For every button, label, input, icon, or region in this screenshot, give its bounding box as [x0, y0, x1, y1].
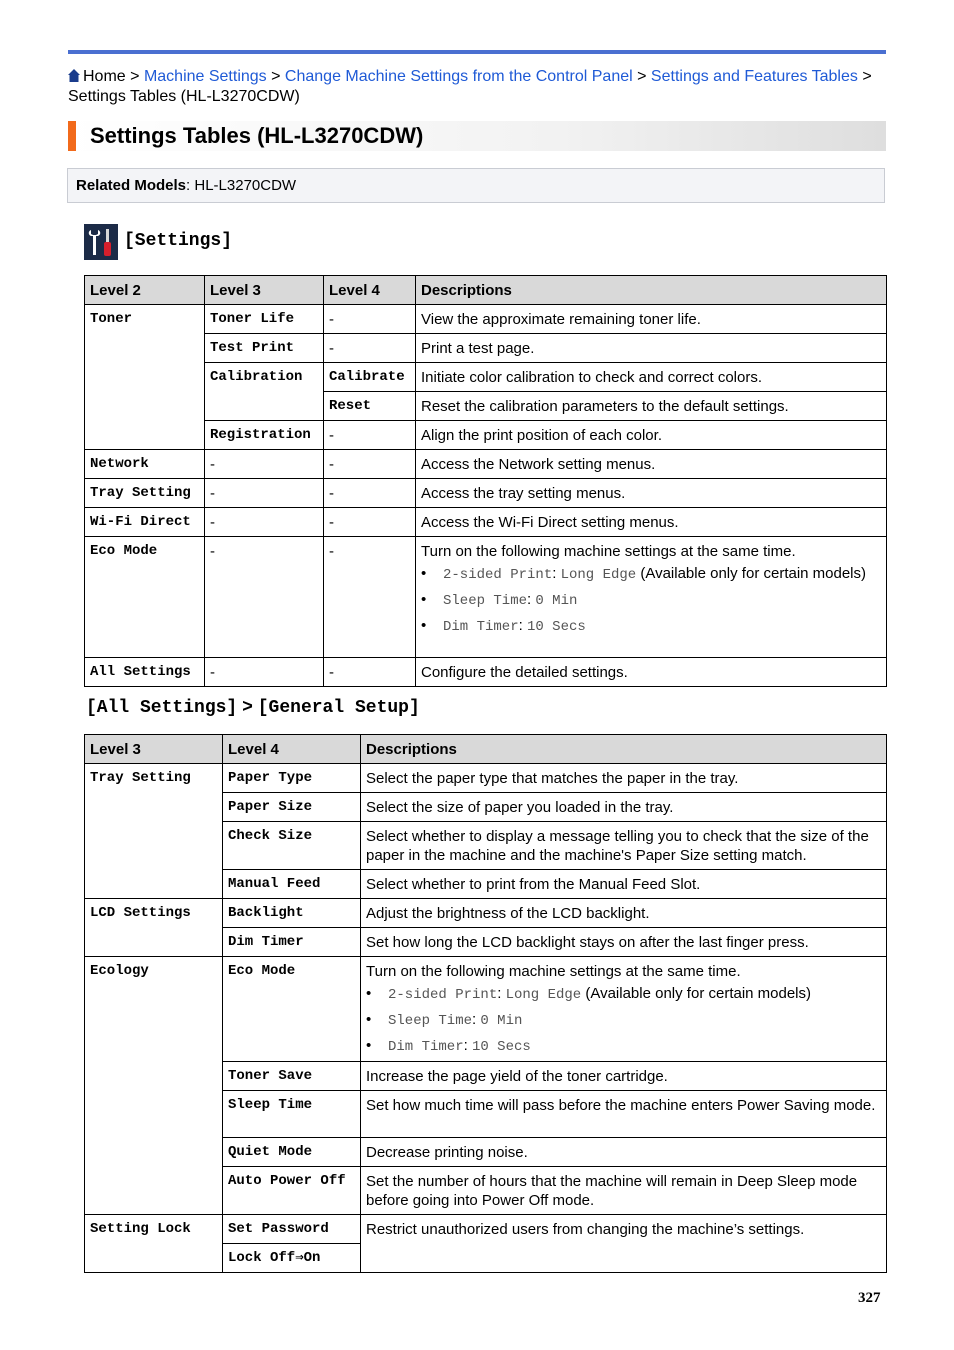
cell-manual-feed: Manual Feed: [223, 870, 361, 899]
related-models-value: : HL-L3270CDW: [186, 177, 297, 194]
cell-eco-description: [361, 957, 887, 1062]
cell-dash: -: [324, 334, 416, 363]
cell-dash: -: [324, 305, 416, 334]
column-header: Level 2: [85, 276, 205, 305]
breadcrumb-link-machine-settings[interactable]: Machine Settings: [143, 68, 267, 85]
cell-description: Configure the detailed settings.: [416, 658, 887, 687]
column-header: Descriptions: [416, 276, 887, 305]
cell-dash: -: [324, 508, 416, 537]
table-row: [85, 658, 887, 687]
cell-tray-setting: Tray Setting: [85, 479, 205, 508]
breadcrumb: Home > Machine Settings > Change Machine Settings from the Control Panel > Settings and Features Tables > Settings Tables (HL-L3270CDW): [68, 68, 872, 105]
page-title: Settings Tables (HL-L3270CDW): [90, 123, 424, 148]
list-item: • Sleep Time: 0 Min: [443, 590, 881, 611]
cell-calibrate: Calibrate: [324, 363, 416, 392]
general-setup-table: [84, 734, 887, 1273]
eco-settings-list: [366, 984, 881, 1057]
cell-eco-mode: Eco Mode: [85, 537, 205, 658]
top-rule: [68, 50, 886, 54]
settings-table: [84, 275, 887, 687]
list-item: • Sleep Time: 0 Min: [388, 1010, 881, 1031]
cell-description: Align the print position of each color.: [416, 421, 887, 450]
column-header: Level 4: [324, 276, 416, 305]
cell-description: Turn on the following machine settings at the same time.: [366, 963, 741, 980]
cell-ecology: Ecology: [85, 957, 223, 1215]
cell-description: Reset the calibration parameters to the default settings.: [416, 392, 887, 421]
cell-reset: Reset: [324, 392, 416, 421]
list-item: • Dim Timer: 10 Secs: [443, 616, 881, 637]
column-header: Level 3: [205, 276, 324, 305]
breadcrumb-link-change-machine-settings[interactable]: Change Machine Settings from the Control Panel: [284, 68, 633, 85]
cell-quiet-mode: Quiet Mode: [223, 1138, 361, 1167]
heading-part-all-settings: [All Settings]: [86, 698, 238, 718]
table-row: [85, 334, 887, 363]
related-models-box: [67, 168, 885, 203]
cell-paper-type: Paper Type: [223, 764, 361, 793]
cell-test-print: Test Print: [205, 334, 324, 363]
tools-icon: [84, 224, 118, 260]
cell-eco-mode: Eco Mode: [223, 957, 361, 1062]
column-header: Level 3: [85, 735, 223, 764]
page-number: 327: [858, 1290, 881, 1306]
cell-all-settings: All Settings: [85, 658, 205, 687]
cell-dash: -: [324, 537, 416, 658]
cell-backlight: Backlight: [223, 899, 361, 928]
title-bar: [68, 121, 886, 151]
breadcrumb-home: Home: [83, 68, 126, 85]
cell-description: Decrease printing noise.: [361, 1138, 887, 1167]
cell-description: Adjust the brightness of the LCD backlight.: [361, 899, 887, 928]
cell-calibration: Calibration: [205, 363, 324, 421]
related-models-label: Related Models: [76, 177, 187, 194]
cell-description: Turn on the following machine settings at the same time.: [421, 543, 796, 560]
settings-section-title: [Settings]: [124, 231, 233, 251]
cell-description: Access the Network setting menus.: [416, 450, 887, 479]
breadcrumb-current: Settings Tables (HL-L3270CDW): [68, 88, 300, 105]
cell-dash: -: [324, 658, 416, 687]
general-setup-heading: [All Settings] > [General Setup]: [86, 696, 420, 718]
home-icon: [68, 69, 80, 82]
table-row: [85, 1215, 887, 1244]
list-item: • Dim Timer: 10 Secs: [388, 1036, 881, 1057]
eco-settings-list: [421, 564, 881, 637]
cell-lcd-settings: LCD Settings: [85, 899, 223, 957]
cell-description: View the approximate remaining toner life.: [416, 305, 887, 334]
cell-paper-size: Paper Size: [223, 793, 361, 822]
list-item: • 2-sided Print: Long Edge (Available only for certain models): [388, 984, 881, 1005]
cell-dash: -: [205, 537, 324, 658]
cell-toner-life: Toner Life: [205, 305, 324, 334]
cell-lock-off-on: Lock Off⇒On: [223, 1244, 361, 1273]
table-header-row: [85, 276, 887, 305]
cell-auto-power-off: Auto Power Off: [223, 1167, 361, 1215]
cell-description: Select whether to display a message telling you to check that the size of the paper in the machine and the machine's Paper Size setting match.: [361, 822, 887, 870]
table-row: [85, 957, 887, 1062]
cell-description: Restrict unauthorized users from changing the machine’s settings.: [361, 1215, 887, 1273]
list-item: • 2-sided Print: Long Edge (Available only for certain models): [443, 564, 881, 585]
column-header: Level 4: [223, 735, 361, 764]
cell-dash: -: [205, 658, 324, 687]
cell-description: Initiate color calibration to check and correct colors.: [416, 363, 887, 392]
cell-toner-save: Toner Save: [223, 1062, 361, 1091]
cell-dash: -: [324, 450, 416, 479]
cell-network: Network: [85, 450, 205, 479]
cell-registration: Registration: [205, 421, 324, 450]
cell-description: Access the tray setting menus.: [416, 479, 887, 508]
table-row: [85, 508, 887, 537]
cell-description: Increase the page yield of the toner cartridge.: [361, 1062, 887, 1091]
cell-set-password: Set Password: [223, 1215, 361, 1244]
cell-description: Set how much time will pass before the machine enters Power Saving mode.: [361, 1091, 887, 1138]
cell-wifi-direct: Wi-Fi Direct: [85, 508, 205, 537]
table-row: [85, 421, 887, 450]
cell-eco-description: [416, 537, 887, 658]
cell-setting-lock: Setting Lock: [85, 1215, 223, 1273]
table-row: [85, 479, 887, 508]
cell-check-size: Check Size: [223, 822, 361, 870]
cell-tray-setting: Tray Setting: [85, 764, 223, 899]
cell-dash: -: [324, 421, 416, 450]
table-row: [85, 363, 887, 392]
breadcrumb-link-settings-features-tables[interactable]: Settings and Features Tables: [650, 68, 858, 85]
table-row: [85, 537, 887, 658]
title-accent: [68, 121, 76, 151]
cell-description: Print a test page.: [416, 334, 887, 363]
cell-dash: -: [205, 508, 324, 537]
cell-description: Select the size of paper you loaded in the tray.: [361, 793, 887, 822]
table-row: [85, 450, 887, 479]
cell-sleep-time: Sleep Time: [223, 1091, 361, 1138]
cell-dash: -: [324, 479, 416, 508]
column-header: Descriptions: [361, 735, 887, 764]
cell-dash: -: [205, 450, 324, 479]
table-row: [85, 899, 887, 928]
cell-description: Set how long the LCD backlight stays on after the last finger press.: [361, 928, 887, 957]
cell-dash: -: [205, 479, 324, 508]
table-header-row: [85, 735, 887, 764]
table-row: [85, 764, 887, 793]
cell-toner: Toner: [85, 305, 205, 450]
cell-dim-timer: Dim Timer: [223, 928, 361, 957]
cell-description: Access the Wi-Fi Direct setting menus.: [416, 508, 887, 537]
cell-description: Set the number of hours that the machine will remain in Deep Sleep mode before going into Power Off mode.: [361, 1167, 887, 1215]
cell-description: Select the paper type that matches the paper in the tray.: [361, 764, 887, 793]
table-row: [85, 305, 887, 334]
heading-part-general-setup: [General Setup]: [257, 698, 420, 718]
cell-description: Select whether to print from the Manual Feed Slot.: [361, 870, 887, 899]
